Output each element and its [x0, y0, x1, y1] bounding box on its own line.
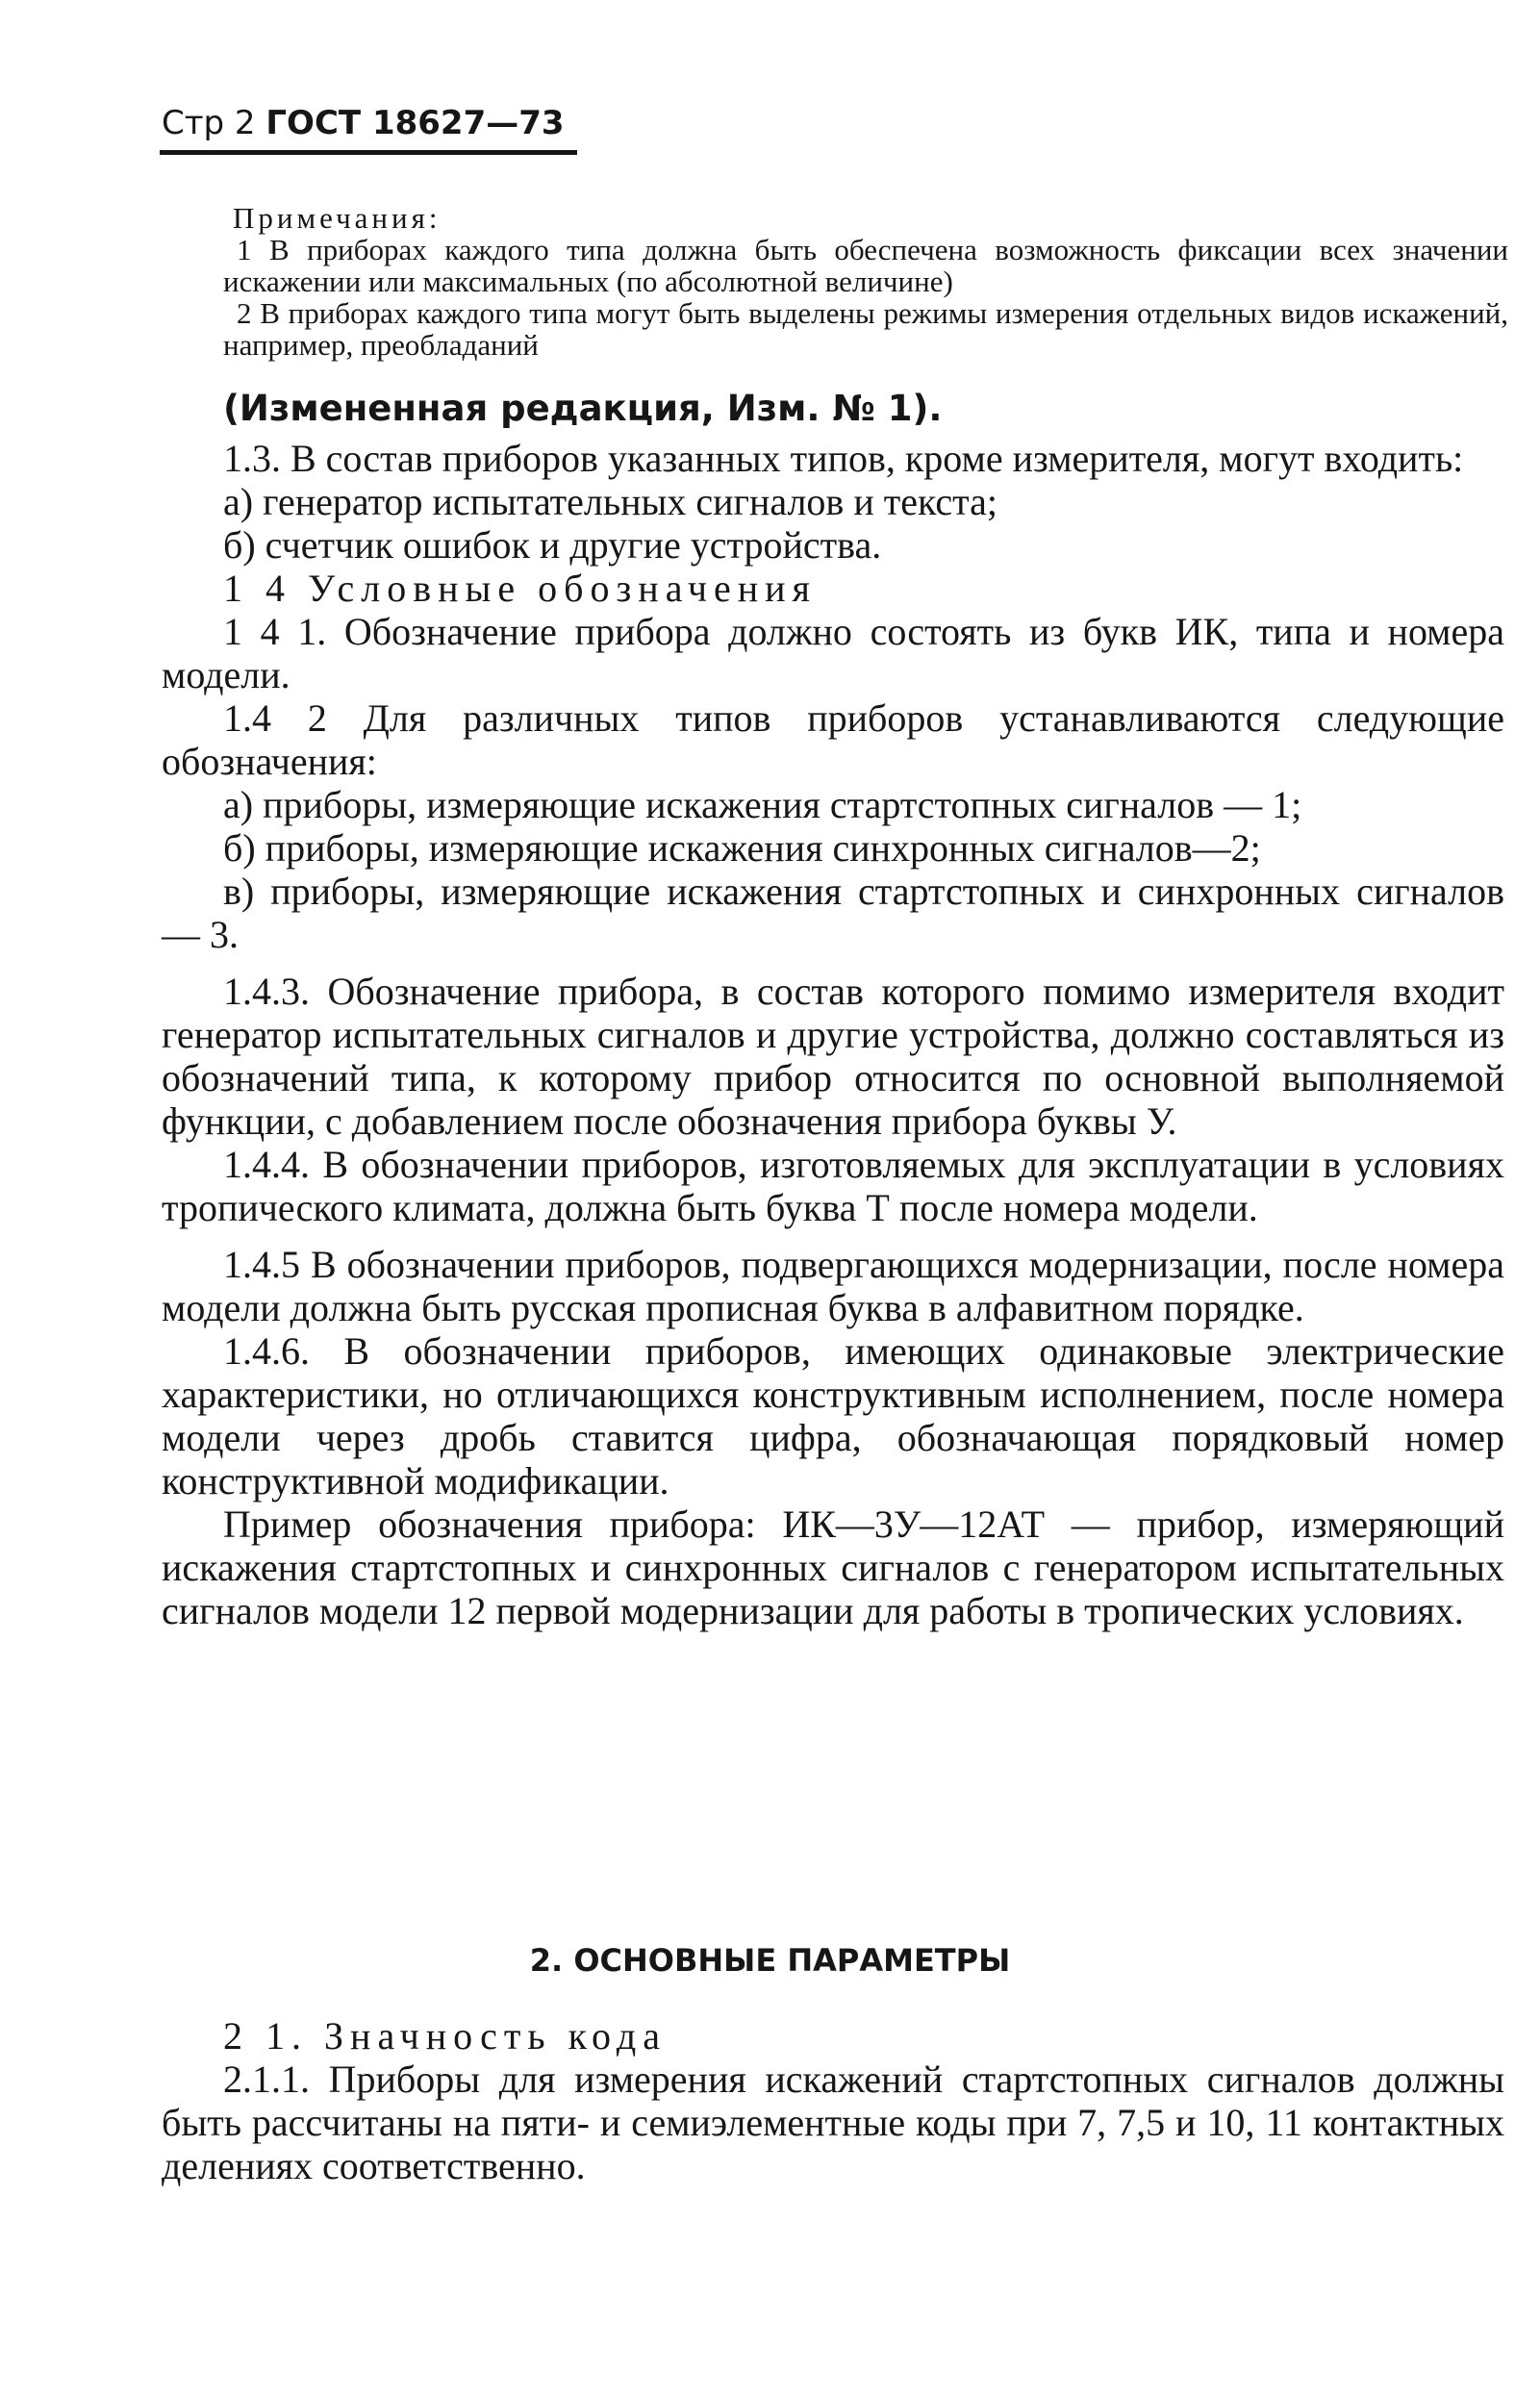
- section-title-2: 2. ОСНОВНЫЕ ПАРАМЕТРЫ: [529, 1942, 1011, 1979]
- paragraph-1-4-1: 1 4 1. Обозначение прибора должно состоять из букв ИК, типа и номера модели.: [162, 610, 1504, 696]
- paragraph-1-4-5: 1.4.5 В обозначении приборов, подвергающихся модернизации, после номера модели должна быть русская прописная буква в алфавитном порядке.: [162, 1243, 1504, 1329]
- list-item-1-4-2-b: б) приборы, измеряющие искажения синхронных сигналов—2;: [223, 826, 1261, 870]
- page-header: [162, 104, 565, 142]
- paragraph-1-4-3: 1.4.3. Обозначение прибора, в состав которого помимо измерителя входит генератор испытательных сигналов и другие устройства, должно составляться из обозначений типа, к которому прибор относится по основной выполняемой функции, с добавлением после обозначения прибора буквы У.: [162, 970, 1504, 1143]
- header-rule: [160, 150, 577, 155]
- main-text: [162, 437, 1504, 1632]
- note-2: 2 В приборах каждого типа могут быть выделены режимы измерения отдельных видов искажений, например, преобладаний: [223, 296, 1508, 362]
- designation-example: Пример обозначения прибора: ИК—3У—12АТ — прибор, измеряющий искажения стартстопных и синхронных сигналов с генератором испытательных сигналов модели 12 первой модернизации для работы в тропических условиях.: [162, 1503, 1504, 1632]
- amendment-note: (Измененная редакция, Изм. № 1).: [223, 388, 943, 429]
- subsection-heading-2-1: 2 1. Значность кода: [223, 2014, 667, 2058]
- paragraph-1-3: 1.3. В состав приборов указанных типов, кроме измерителя, могут входить:: [223, 437, 1464, 480]
- list-item-1-3-a: а) генератор испытательных сигналов и текста;: [223, 480, 997, 523]
- notes-heading: Примечания:: [233, 201, 442, 235]
- note-1: 1 В приборах каждого типа должна быть обеспечена возможность фиксации всех значении искажении или максимальных (по абсолютной величине): [223, 233, 1508, 298]
- standard-number: ГОСТ 18627—73: [265, 104, 565, 142]
- paragraph-1-4-2: 1.4 2 Для различных типов приборов устанавливаются следующие обозначения:: [162, 696, 1504, 783]
- section-2-text: [162, 2014, 1504, 2187]
- page-label: Стр 2: [162, 104, 256, 142]
- list-item-1-3-b: б) счетчик ошибок и другие устройства.: [223, 523, 882, 567]
- notes-block: [223, 202, 1508, 361]
- paragraph-2-1-1: 2.1.1. Приборы для измерения искажений стартстопных сигналов должны быть рассчитаны на пяти- и семиэлементные коды при 7, 7,5 и 10, 11 контактных делениях соответственно.: [162, 2058, 1504, 2187]
- paragraph-1-4-4: 1.4.4. В обозначении приборов, изготовляемых для эксплуатации в условиях тропического климата, должна быть буква Т после номера модели.: [162, 1143, 1504, 1229]
- list-item-1-4-2-c: в) приборы, измеряющие искажения стартстопных и синхронных сигналов — 3.: [162, 870, 1504, 956]
- subsection-heading-1-4: 1 4 Условные обозначения: [223, 567, 817, 610]
- paragraph-1-4-6: 1.4.6. В обозначении приборов, имеющих одинаковые электрические характеристики, но отличающихся конструктивным исполнением, после номера модели через дробь ставится цифра, обозначающая порядковый номер конструктивной модификации.: [162, 1329, 1504, 1503]
- list-item-1-4-2-a: а) приборы, измеряющие искажения стартстопных сигналов — 1;: [223, 783, 1302, 826]
